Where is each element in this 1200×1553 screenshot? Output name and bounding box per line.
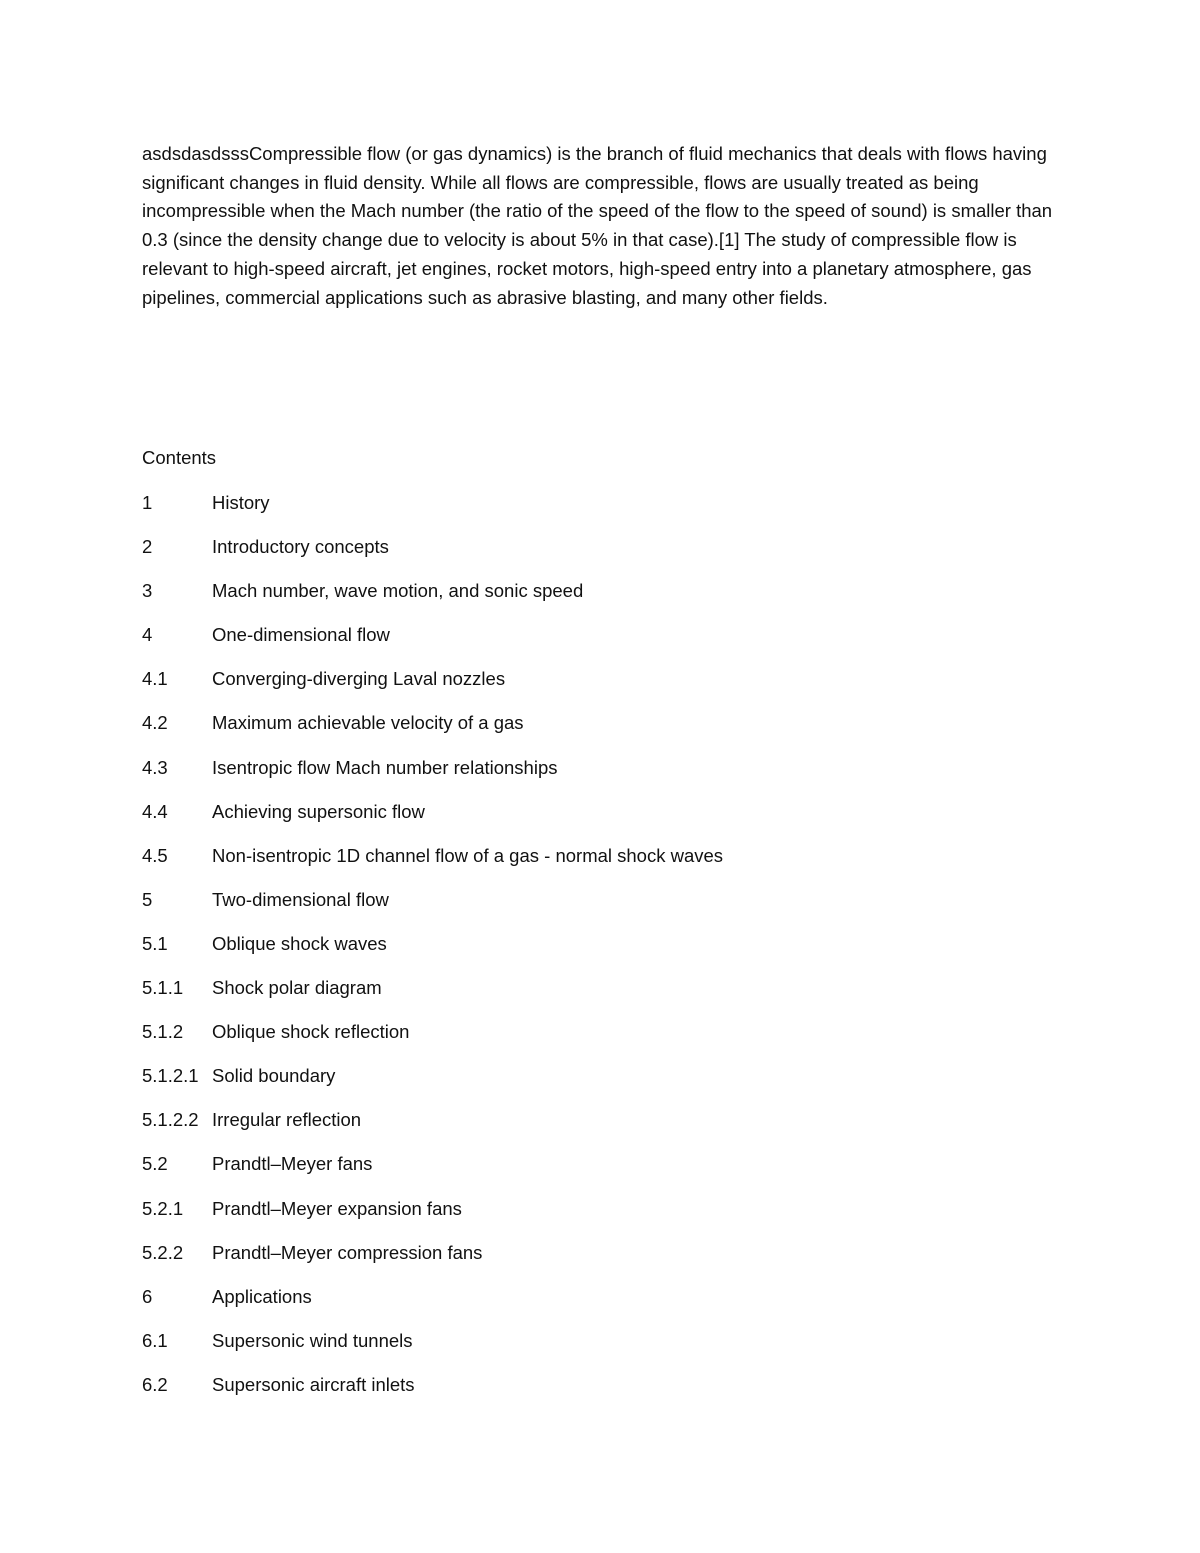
toc-item (142, 665, 723, 709)
contents-heading: Contents (142, 447, 217, 468)
toc-item-number: 5.1.2.2 (142, 1109, 199, 1131)
toc-item (142, 577, 723, 621)
toc-item-number: 4.2 (142, 712, 168, 734)
toc-item (142, 621, 723, 665)
toc-item-title: Maximum achievable velocity of a gas (212, 712, 524, 734)
toc-item-number: 1 (142, 492, 153, 513)
toc-item-number: 6 (142, 1285, 153, 1307)
toc-item (142, 842, 723, 886)
toc-item-title: Oblique shock reflection (212, 1021, 410, 1043)
toc-item-title: Achieving supersonic flow (212, 800, 425, 822)
toc-item-number: 5.1.2 (142, 1021, 184, 1043)
toc-item (142, 1239, 723, 1283)
toc-item-number: 5.1.1 (142, 977, 184, 999)
toc-item (142, 1018, 723, 1062)
toc-item-title: Prandtl–Meyer expansion fans (212, 1197, 462, 1219)
toc-item-number: 3 (142, 580, 153, 602)
toc-item (142, 1106, 723, 1150)
table-of-contents (142, 489, 723, 1415)
toc-item (142, 930, 723, 974)
toc-item-title: Shock polar diagram (212, 977, 382, 999)
toc-item-number: 5.2.2 (142, 1241, 184, 1263)
toc-item (142, 709, 723, 753)
toc-item-title: Supersonic wind tunnels (212, 1329, 413, 1351)
toc-item-title: Isentropic flow Mach number relationships (212, 756, 558, 778)
toc-item-number: 5.2.1 (142, 1197, 184, 1219)
toc-item-number: 6.2 (142, 1373, 168, 1395)
toc-item-title: Prandtl–Meyer compression fans (212, 1241, 483, 1263)
toc-item-title: Solid boundary (212, 1065, 336, 1087)
toc-item-title: History (212, 492, 270, 513)
toc-item (142, 798, 723, 842)
toc-item-number: 5.2 (142, 1153, 168, 1175)
toc-item-number: 4.1 (142, 668, 168, 690)
toc-item-title: Irregular reflection (212, 1109, 362, 1131)
toc-item (142, 1062, 723, 1106)
intro-paragraph: asdsdasdsssCompressible flow (or gas dynamics) is the branch of fluid mechanics that deals with flows having significant changes in fluid density. While all flows are compressible, flows are usually treated as being incompressible when the Mach number (the ratio of the speed of the flow to the speed of sound) is smaller than 0.3 (since the density change due to velocity is about 5% in that case).[1] The study of compressible flow is relevant to high-speed aircraft, jet engines, rocket motors, high-speed entry into a planetary atmosphere, gas pipelines, commercial applications such as abrasive blasting, and many other fields. (142, 143, 1053, 308)
toc-item-number: 5.1 (142, 932, 168, 954)
toc-item-number: 5.1.2.1 (142, 1065, 199, 1087)
toc-item-title: Oblique shock waves (212, 932, 387, 954)
toc-item (142, 754, 723, 798)
toc-item-number: 4.3 (142, 756, 168, 778)
toc-item (142, 974, 723, 1018)
toc-item-title: Non-isentropic 1D channel flow of a gas - normal shock waves (212, 844, 724, 866)
toc-item-number: 2 (142, 536, 153, 558)
toc-item (142, 1150, 723, 1194)
toc-item (142, 1283, 723, 1327)
toc-item-title: Converging-diverging Laval nozzles (212, 668, 506, 690)
toc-item (142, 886, 723, 930)
toc-item (142, 489, 723, 533)
toc-item (142, 1195, 723, 1239)
toc-item-title: Two-dimensional flow (212, 888, 389, 910)
toc-item-number: 4.5 (142, 844, 168, 866)
toc-item-number: 5 (142, 888, 153, 910)
toc-item-title: One-dimensional flow (212, 624, 390, 646)
toc-item-title: Supersonic aircraft inlets (212, 1373, 415, 1395)
toc-item (142, 1371, 723, 1415)
toc-item-title: Applications (212, 1285, 312, 1307)
toc-item-number: 4 (142, 624, 153, 646)
toc-item-title: Introductory concepts (212, 536, 389, 558)
toc-item-number: 4.4 (142, 800, 168, 822)
toc-item-title: Mach number, wave motion, and sonic speed (212, 580, 584, 602)
toc-item (142, 1327, 723, 1371)
toc-item (142, 533, 723, 577)
toc-item-title: Prandtl–Meyer fans (212, 1153, 373, 1175)
toc-item-number: 6.1 (142, 1329, 168, 1351)
